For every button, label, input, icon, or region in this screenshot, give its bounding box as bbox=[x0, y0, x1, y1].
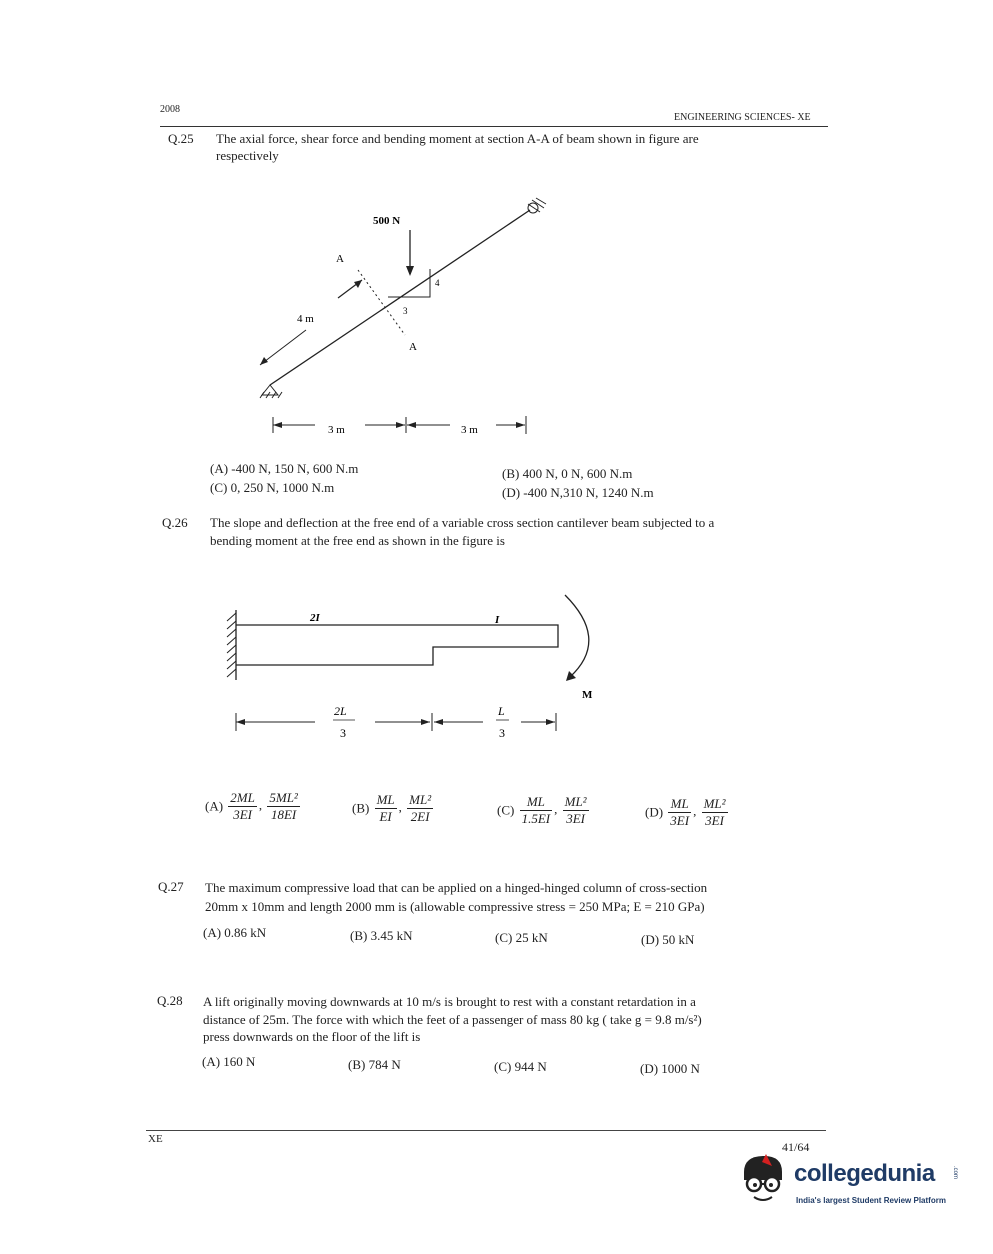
q27-option-a: (A) 0.86 kN bbox=[203, 925, 267, 940]
q26-b-slope-num: ML bbox=[376, 792, 395, 807]
q28-text-line2: distance of 25m. The force with which the feet of a passenger of mass 80 kg ( take g = 9.8 m/s²) bbox=[203, 1012, 702, 1027]
q26-c-slope-num: ML bbox=[520, 794, 553, 811]
q25-option-b: (B) 400 N, 0 N, 600 N.m bbox=[502, 466, 633, 481]
slope-rise-label: 4 bbox=[435, 278, 440, 288]
length-label: 4 m bbox=[297, 313, 314, 325]
q25-text-line1: The axial force, shear force and bending moment at section A-A of beam shown in figure are bbox=[216, 131, 699, 146]
exam-year: 2008 bbox=[160, 104, 180, 115]
section-a-a bbox=[358, 270, 405, 335]
q28-option-c: (C) 944 N bbox=[494, 1059, 547, 1074]
q26-b-slope-den: EI bbox=[379, 809, 392, 824]
q26-b-defl-den: 2EI bbox=[410, 809, 430, 824]
collegedunia-tagline: India's largest Student Review Platform bbox=[796, 1196, 946, 1205]
collegedunia-domain-suffix: .com bbox=[952, 1166, 958, 1180]
q27-option-d: (D) 50 kN bbox=[641, 932, 695, 947]
q28-option-a: (A) 160 N bbox=[202, 1054, 256, 1069]
q27-text-line2: 20mm x 10mm and length 2000 mm is (allowable compressive stress = 250 MPa; E = 210 GPa) bbox=[205, 899, 705, 914]
q26-option-d: (D) $\frac{ML}{3EI}$ , $\frac{\text{ML²}}{3EI}$ bbox=[645, 796, 726, 828]
q26-option-a: (A) $\frac{2ML}{3EI}$ , $\frac{\text{5ML²}}{18EI}$ bbox=[205, 790, 298, 822]
footer-paper-code: XE bbox=[148, 1133, 163, 1145]
section-label-bottom: A bbox=[409, 341, 417, 353]
q27-option-c: (C) 25 kN bbox=[495, 930, 548, 945]
moment-arc bbox=[565, 595, 589, 677]
q28-text-line3: press downwards on the floor of the lift is bbox=[203, 1029, 421, 1044]
section-label-top: A bbox=[336, 253, 344, 265]
q25-number: Q.25 bbox=[168, 131, 194, 146]
q26-b-defl-num: ML² bbox=[409, 792, 432, 807]
bottom-hinge-support bbox=[260, 385, 282, 398]
q28-option-d: (D) 1000 N bbox=[640, 1061, 700, 1076]
dim2-denominator: 3 bbox=[499, 726, 505, 740]
slope-run-label: 3 bbox=[403, 306, 408, 316]
q26-c-defl-num: ML² bbox=[564, 794, 587, 809]
q28-number: Q.28 bbox=[157, 993, 183, 1008]
top-hinge-support bbox=[528, 198, 546, 213]
q26-option-a-label: (A) bbox=[205, 798, 224, 814]
q26-a-defl-num: 5ML² bbox=[269, 790, 298, 805]
q26-option-d-label: (D) bbox=[645, 804, 664, 820]
q26-text-line2: bending moment at the free end as shown in the figure is bbox=[210, 533, 505, 548]
exam-title: ENGINEERING SCIENCES- XE bbox=[674, 112, 811, 123]
dim-left-label: 3 m bbox=[328, 424, 345, 436]
q26-option-b: (B) $\frac{ML}{EI}$ , $\frac{\text{ML²}}{2EI}$ bbox=[352, 792, 432, 824]
stepped-beam bbox=[236, 625, 558, 665]
q28-option-b: (B) 784 N bbox=[348, 1057, 401, 1072]
collegedunia-wordmark: collegedunia bbox=[794, 1160, 935, 1187]
dim-right-label: 3 m bbox=[461, 424, 478, 436]
load-label: 500 N bbox=[373, 215, 401, 227]
dim1-numerator: 2L bbox=[334, 704, 347, 718]
dim1-denominator: 3 bbox=[340, 726, 346, 740]
q25-text-line2: respectively bbox=[216, 148, 279, 163]
q26-option-b-label: (B) bbox=[352, 800, 370, 816]
footer-page-number: 41/64 bbox=[782, 1140, 810, 1154]
q26-a-slope-den: 3EI bbox=[233, 807, 252, 822]
q28-text-line1: A lift originally moving downwards at 10 m/s is brought to rest with a constant retardation in a bbox=[203, 994, 696, 1009]
header-rule bbox=[160, 126, 828, 127]
q26-d-slope-den: 3EI bbox=[670, 813, 690, 828]
q26-cantilever-diagram bbox=[215, 585, 615, 755]
q26-c-slope-den: 1.5EI bbox=[521, 811, 551, 826]
q26-a-slope-num: 2ML bbox=[230, 790, 255, 805]
q27-text-line1: The maximum compressive load that can be applied on a hinged-hinged column of cross-section bbox=[205, 880, 708, 895]
q26-c-defl-den: 3EI bbox=[566, 811, 585, 826]
footer-rule bbox=[146, 1130, 826, 1131]
q26-text-line1: The slope and deflection at the free end of a variable cross section cantilever beam subjected to a bbox=[210, 515, 715, 530]
q27-number: Q.27 bbox=[158, 879, 184, 894]
dim2-numerator: L bbox=[498, 704, 505, 718]
length-dimension bbox=[260, 330, 306, 365]
label-i: I bbox=[495, 614, 500, 626]
q27-option-b: (B) 3.45 kN bbox=[350, 928, 413, 943]
collegedunia-mascot-icon bbox=[736, 1150, 792, 1206]
q26-option-c: (C) $\frac{ML}{1.5EI}$ , $\frac{\text{ML²}}{3EI}$ bbox=[497, 794, 587, 826]
label-2i: 2I bbox=[310, 612, 320, 624]
q26-a-defl-den: 18EI bbox=[270, 807, 297, 822]
q25-option-d: (D) -400 N,310 N, 1240 N.m bbox=[502, 485, 654, 500]
q26-number: Q.26 bbox=[162, 515, 188, 530]
q25-option-c: (C) 0, 250 N, 1000 N.m bbox=[210, 480, 335, 495]
q25-option-a: (A) -400 N, 150 N, 600 N.m bbox=[210, 461, 359, 476]
q26-d-defl-num: ML² bbox=[703, 796, 726, 811]
q26-option-c-label: (C) bbox=[497, 802, 515, 818]
q26-d-slope-num: ML bbox=[668, 796, 691, 813]
q26-d-defl-den: 3EI bbox=[705, 813, 724, 828]
moment-label: M bbox=[582, 689, 593, 701]
q25-beam-diagram bbox=[240, 190, 560, 450]
